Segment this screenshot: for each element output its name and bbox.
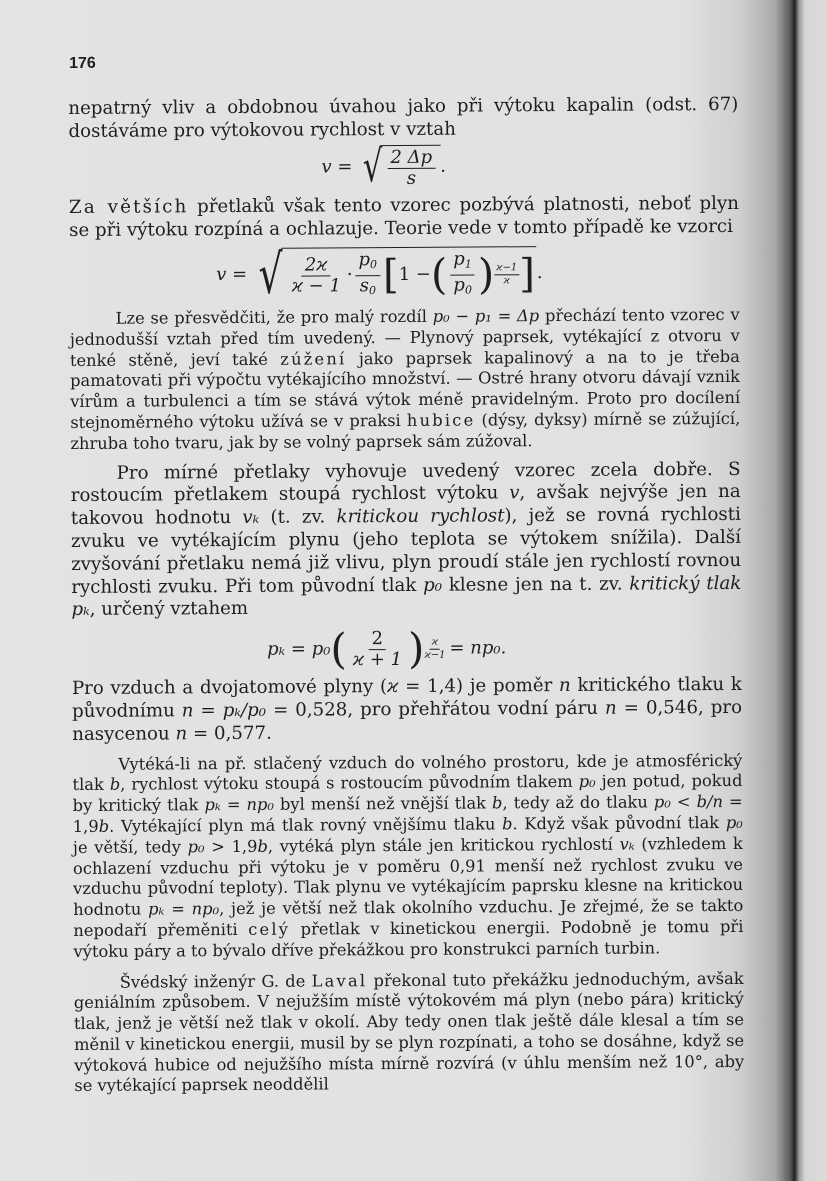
var: s bbox=[359, 275, 370, 297]
math: vₖ bbox=[619, 834, 635, 854]
numerator: 2 Δp bbox=[387, 148, 435, 169]
text: = 1,9 bbox=[72, 792, 743, 836]
text: , vytéká plyn stále jen kritickou rychlostí bbox=[267, 834, 620, 856]
math: v bbox=[509, 482, 520, 504]
denominator: ϰ − 1 bbox=[291, 275, 341, 297]
square-root bbox=[253, 242, 537, 306]
formula-adiabatic-velocity bbox=[19, 242, 739, 306]
paragraph-5 bbox=[72, 750, 743, 962]
var: p bbox=[453, 274, 465, 296]
page-number: 176 bbox=[69, 54, 96, 72]
text: je větší, tedy bbox=[72, 837, 188, 857]
text: = 1,4) je poměr bbox=[398, 675, 560, 698]
formula-critical-pressure bbox=[32, 623, 742, 674]
text: ), jež se rovná rychlosti zvuku ve vytékajícím plynu (jeho teplota se výtokem snížila). Další zvyšování přetlaku nemá již vlivu, plyn proudí stále jen rychlostí rovnou rychlosti zvuku. Při tom původní tlak bbox=[70, 504, 742, 598]
radicand bbox=[281, 246, 537, 302]
math: b bbox=[98, 816, 110, 836]
paren-open: ( bbox=[330, 624, 347, 674]
italic-term: kritickou rychlost bbox=[336, 505, 505, 528]
spaced-text: Laval bbox=[311, 970, 368, 991]
text: jako paprsek kapalinový a na to je třeba pamatovati při výpočtu vytékajícího množství. — Ostré hrany otvoru dávají vznik vírům a turbulenci a tím se stává výtok méně pravidelným. Proto pro docílení stejnoměrného výtoku užívá se v praksi bbox=[69, 346, 741, 432]
numerator bbox=[355, 250, 380, 276]
math: pₖ = np₀ bbox=[148, 899, 220, 919]
spaced-text: celý bbox=[248, 919, 291, 939]
numerator: 2ϰ bbox=[302, 255, 331, 276]
math: pₖ = np₀ bbox=[204, 794, 275, 815]
paragraph-2 bbox=[69, 193, 739, 243]
math: n bbox=[604, 697, 617, 719]
text: > 1,9 bbox=[204, 836, 258, 856]
text: přetlak v kinetickou energii. Podobně je tomu při výtoku páry a to bývalo dříve překážkou pro konstrukci parních turbin. bbox=[73, 916, 744, 961]
paren-close: ) bbox=[407, 623, 425, 674]
bracket-close: ] bbox=[519, 251, 535, 298]
text: (dýsy, dyksy) mírně se zúžující, zhruba toho tvaru, jak by se volný paprsek sám zúžoval. bbox=[70, 408, 741, 453]
math: p₀ bbox=[423, 574, 443, 596]
var: p bbox=[358, 249, 371, 271]
formula-lhs: pₖ = p₀ bbox=[267, 638, 331, 660]
book-spine-edge bbox=[795, 0, 827, 1181]
subscript: 0 bbox=[368, 284, 377, 298]
spaced-text: hubice bbox=[406, 410, 476, 430]
exponent bbox=[494, 262, 519, 287]
text: . Když však původní tlak bbox=[512, 812, 726, 834]
math: p₀ bbox=[187, 836, 205, 857]
text: (t. zv. bbox=[259, 506, 337, 528]
text: klesne jen na t. zv. bbox=[442, 573, 630, 596]
fraction-p0-s0 bbox=[355, 250, 380, 301]
radical-sign: √ bbox=[362, 141, 383, 193]
square-root bbox=[358, 141, 440, 193]
paragraph-3 bbox=[71, 458, 742, 622]
spaced-text: Za větších bbox=[68, 196, 189, 219]
math: p₀ bbox=[725, 812, 743, 832]
formula-rhs: = np₀. bbox=[449, 637, 507, 659]
text: , avšak nejvýše jen na takovou hodnotu bbox=[70, 481, 741, 530]
math: n = pₖ/p₀ bbox=[181, 699, 267, 722]
spaced-text: zúžení bbox=[280, 348, 347, 369]
exponent-denominator: ϰ−1 bbox=[424, 649, 446, 661]
fraction bbox=[387, 148, 435, 189]
math: b bbox=[502, 814, 513, 834]
exponent bbox=[424, 636, 445, 661]
exponent-numerator: ϰ bbox=[430, 636, 440, 649]
math: n bbox=[558, 675, 571, 697]
text: , určený vztahem bbox=[89, 598, 249, 621]
formula-lhs: v = bbox=[216, 263, 248, 285]
paren-close: ) bbox=[477, 249, 495, 299]
subscript: 1 bbox=[464, 257, 472, 271]
text: Pro vzduch a dvojatomové plyny ( bbox=[71, 676, 388, 700]
subscript: 0 bbox=[369, 258, 378, 272]
text: Švédský inženýr G. de bbox=[119, 971, 312, 992]
radicand bbox=[380, 145, 440, 189]
math: vₖ bbox=[242, 506, 260, 529]
text: = 0,528, pro přehřátou vodní páru bbox=[265, 697, 606, 721]
paragraph-intro: nepatrný vliv a obdobnou úvahou jako při výtoku kapalin (odst. 67) dostáváme pro výtokovou rychlost v vztah bbox=[68, 93, 739, 142]
paren-open: ( bbox=[430, 250, 448, 300]
math: n bbox=[175, 723, 188, 745]
numerator: 2 bbox=[369, 629, 387, 650]
text: (vzhledem k ochlazení vzduchu při výtoku je v poměru 0,91 menší než rychlost zvuku ve vzduchu původní teploty). Tlak plynu ve vytékajícím paprsku klesne na kritickou hodnotu bbox=[72, 833, 744, 920]
math: p₀ − p₁ = Δp bbox=[432, 306, 540, 326]
numerator bbox=[450, 250, 475, 276]
fraction-kappa bbox=[288, 255, 343, 296]
italic-term: kritický tlak pₖ bbox=[71, 572, 742, 621]
exponent-denominator: ϰ bbox=[503, 275, 510, 287]
text: Pro mírné přetlaky vyhovuje uvedený vzorec zcela dobře. S rostoucím přetlakem stoupá rychlost výtoku bbox=[70, 458, 741, 507]
denominator: s bbox=[406, 168, 417, 190]
dot-operator: · bbox=[346, 264, 353, 286]
text: , jež je větší než tlak okolního vzduchu. Je zřejmé, že se takto nepodaří přeměniti bbox=[73, 896, 744, 940]
var: p bbox=[453, 248, 465, 270]
one-minus: 1 − bbox=[398, 263, 432, 286]
text: = 0,577. bbox=[187, 722, 272, 745]
text: = 0,546, pro nasycenou bbox=[72, 696, 743, 745]
text: překonal tuto překážku jednoduchým, avšak geniálním způsobem. V nejužším místě výtokovém má plyn (nebo pára) kritický tlak, jenž je větší než tlak v okolí. Aby tedy onen tlak ještě dále klesal a tím se měnil v kinetickou energii, musil by se plyn rozpínati, a toho se dosáhne, když se výtoková hubice od nejužšího místa mírně rozvírá (v úhlu menším než 10°, aby se vytékající paprsek neoddělil bbox=[73, 968, 745, 1096]
text: , tedy až do tlaku bbox=[502, 792, 654, 813]
math: ϰ bbox=[386, 676, 399, 698]
fraction-p1-p0 bbox=[450, 250, 475, 301]
formula-trail: . bbox=[440, 155, 447, 177]
paragraph-6 bbox=[74, 968, 745, 1097]
formula-trail: . bbox=[536, 261, 543, 283]
fraction bbox=[350, 629, 405, 670]
exponent-numerator: ϰ−1 bbox=[494, 262, 519, 275]
math: b bbox=[491, 793, 503, 813]
text: Vytéká-li na př. stlačený vzduch do volného prostoru, kde je atmosférický tlak bbox=[72, 750, 743, 795]
text: . Vytékající plyn má tlak rovný vnějšímu tlaku bbox=[109, 814, 503, 836]
page-content bbox=[68, 44, 744, 1097]
radical-sign: √ bbox=[258, 242, 283, 306]
subscript: 0 bbox=[464, 283, 472, 297]
math: p₀ < b/n bbox=[653, 792, 724, 812]
math: p₀ bbox=[578, 772, 596, 792]
formula-simple-velocity bbox=[29, 143, 739, 191]
text: přechází tento vzorec v jednodušší vztah před tím uvedený. — Plynový paprsek, vytékající z otvoru v tenké stěně, jeví také bbox=[69, 304, 740, 370]
text: byl menší než vnější tlak bbox=[273, 793, 493, 814]
math: b bbox=[257, 836, 268, 856]
formula-lhs: v = bbox=[321, 156, 353, 178]
text: kritického tlaku k původnímu bbox=[71, 674, 742, 722]
bracket-open: [ bbox=[382, 252, 399, 299]
paragraph-4 bbox=[72, 674, 742, 746]
text: přetlaků však tento vzorec pozbývá platnosti, neboť plyn se při výtoku rozpíná a ochlazuje. Teorie vede v tomto případě ke vzorci bbox=[69, 193, 740, 242]
text: , rychlost výtoku stoupá s rostoucím původním tlakem bbox=[120, 772, 579, 795]
text: jen potud, pokud by kritický tlak bbox=[72, 771, 743, 816]
denominator: ϰ + 1 bbox=[352, 648, 403, 670]
text: Lze se přesvědčiti, že pro malý rozdíl bbox=[115, 306, 433, 328]
math: b bbox=[109, 775, 121, 795]
paragraph-small-print bbox=[70, 305, 741, 455]
denominator bbox=[450, 276, 475, 301]
denominator bbox=[357, 276, 379, 301]
